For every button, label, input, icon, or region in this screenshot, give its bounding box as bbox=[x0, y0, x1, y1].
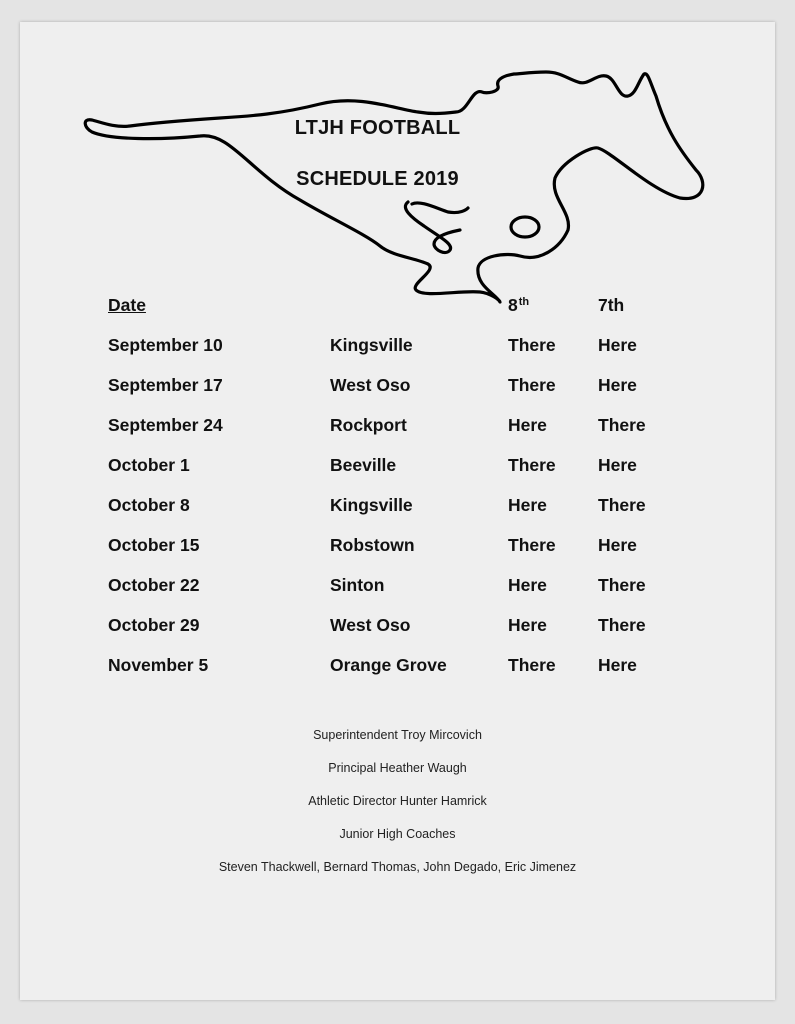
row-7th-location: Here bbox=[598, 535, 637, 555]
row-8th-location: There bbox=[508, 335, 556, 355]
row-8th-location: Here bbox=[508, 495, 547, 515]
row-date: October 22 bbox=[108, 575, 200, 595]
row-7th-location: Here bbox=[598, 375, 637, 395]
row-7th-location: Here bbox=[598, 655, 637, 675]
row-8th-location: There bbox=[508, 535, 556, 555]
row-date: September 24 bbox=[108, 415, 223, 435]
row-date: October 29 bbox=[108, 615, 200, 635]
row-7th-location: There bbox=[598, 415, 646, 435]
row-date: October 15 bbox=[108, 535, 200, 555]
row-date: November 5 bbox=[108, 655, 209, 675]
page-title: LTJH FOOTBALL bbox=[294, 117, 461, 139]
column-header-8th-suffix: th bbox=[518, 296, 530, 308]
footer-principal: Principal Heather Waugh bbox=[328, 761, 467, 775]
footer-athletic-director: Athletic Director Hunter Hamrick bbox=[308, 794, 487, 808]
row-opponent: Kingsville bbox=[330, 335, 413, 355]
row-8th-location: There bbox=[508, 375, 556, 395]
row-opponent: Sinton bbox=[330, 575, 385, 595]
row-date: September 17 bbox=[108, 375, 223, 395]
row-date: September 10 bbox=[108, 335, 223, 355]
page-subtitle: SCHEDULE 2019 bbox=[296, 168, 459, 190]
row-8th-location: Here bbox=[508, 615, 547, 635]
column-header-7th: 7th bbox=[598, 295, 625, 315]
row-date: October 1 bbox=[108, 455, 190, 475]
row-7th-location: Here bbox=[598, 455, 637, 475]
row-7th-location: Here bbox=[598, 335, 637, 355]
row-opponent: West Oso bbox=[330, 375, 411, 395]
row-8th-location: There bbox=[508, 655, 556, 675]
schedule-page bbox=[20, 22, 775, 1000]
row-7th-location: There bbox=[598, 615, 646, 635]
row-opponent: Kingsville bbox=[330, 495, 413, 515]
footer-coaches-names: Steven Thackwell, Bernard Thomas, John Degado, Eric Jimenez bbox=[218, 860, 577, 874]
row-opponent: Beeville bbox=[330, 455, 397, 475]
row-opponent: West Oso bbox=[330, 615, 411, 635]
row-8th-location: Here bbox=[508, 415, 547, 435]
footer-superintendent: Superintendent Troy Mircovich bbox=[313, 728, 482, 742]
row-7th-location: There bbox=[598, 495, 646, 515]
row-7th-location: There bbox=[598, 575, 646, 595]
row-opponent: Robstown bbox=[330, 535, 415, 555]
column-header-date: Date bbox=[108, 295, 146, 315]
row-8th-location: There bbox=[508, 455, 556, 475]
row-opponent: Rockport bbox=[330, 415, 407, 435]
column-header-8th bbox=[508, 295, 529, 316]
row-date: October 8 bbox=[108, 495, 190, 515]
column-header-8th-number: 8 bbox=[508, 295, 518, 315]
row-8th-location: Here bbox=[508, 575, 547, 595]
footer-coaches-heading: Junior High Coaches bbox=[339, 827, 456, 841]
row-opponent: Orange Grove bbox=[330, 655, 447, 675]
